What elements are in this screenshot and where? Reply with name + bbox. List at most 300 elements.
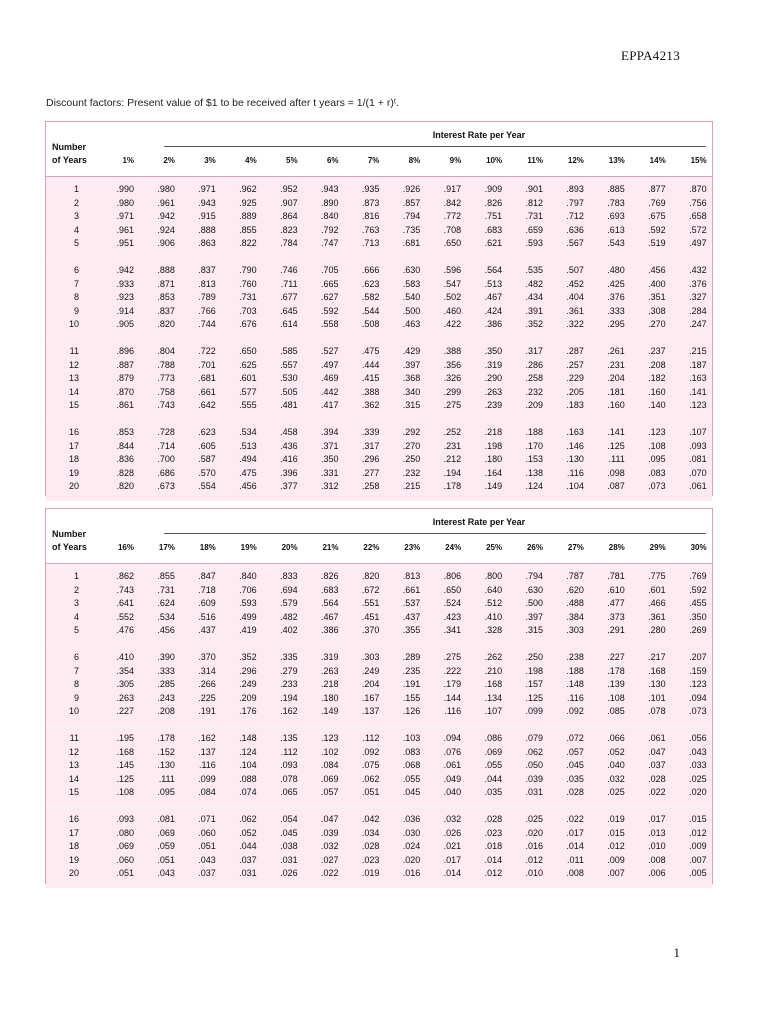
discount-factor-cell: .534 [157,611,175,622]
discount-factor-cell: .926 [402,184,421,194]
discount-factor-cell: .909 [484,184,503,194]
discount-factor-cell: .942 [157,211,175,221]
discount-factor-cell: .893 [566,184,584,194]
discount-factor-cell: .942 [116,265,134,275]
discount-factor-cell: .019 [361,868,380,878]
discount-factor-cell: .384 [566,611,584,622]
discount-factor-cell: .601 [648,584,666,595]
rate-column-header: 3% [204,156,216,165]
discount-factor-cell: .238 [566,652,584,662]
discount-factor-cell: .813 [402,571,421,581]
discount-factor-cell: .167 [361,692,380,703]
year-cell: 2 [73,584,79,595]
table-row [46,400,712,412]
discount-factor-cell: .111 [608,454,625,464]
discount-factor-cell: .266 [198,679,216,689]
discount-factor-cell: .126 [402,706,421,716]
discount-factor-cell: .888 [157,265,175,275]
discount-factor-cell: .141 [607,427,625,437]
discount-factor-cell: .036 [402,814,421,824]
year-cell: 1 [73,571,79,581]
discount-factor-cell: .034 [361,827,380,838]
discount-factor-cell: .149 [320,706,339,716]
discount-factor-cell: .711 [280,278,298,289]
year-cell: 4 [73,224,79,235]
discount-factor-cell: .079 [525,733,543,743]
discount-factor-cell: .069 [320,773,339,784]
discount-factor-cell: .070 [689,467,707,478]
discount-factor-cell: .482 [280,611,298,622]
discount-factor-cell: .075 [361,760,380,770]
discount-factor-cell: .451 [361,611,380,622]
discount-factor-cell: .794 [525,571,543,581]
discount-factor-cell: .853 [116,427,134,437]
discount-factor-cell: .962 [239,184,257,194]
discount-factor-cell: .081 [689,454,707,464]
discount-factor-cell: .028 [566,787,584,797]
year-cell: 14 [68,386,79,397]
discount-factor-cell: .863 [198,238,216,248]
year-cell: 18 [68,454,79,464]
discount-factor-cell: .019 [607,814,625,824]
discount-factor-cell: .107 [484,706,503,716]
discount-factor-cell: .006 [648,868,666,878]
discount-factor-cell: .650 [443,238,462,248]
discount-factor-cell: .508 [361,319,380,329]
discount-factor-cell: .833 [280,571,298,581]
table-row [46,774,712,786]
rate-column-header: 9% [449,156,462,165]
discount-factor-cell: .971 [116,211,134,221]
discount-factor-cell: .535 [525,265,543,275]
discount-factor-cell: .331 [320,467,339,478]
discount-factor-cell: .055 [402,773,421,784]
discount-factor-cell: .229 [566,373,584,383]
discount-factor-cell: .020 [689,787,707,797]
discount-factor-cell: .039 [525,773,543,784]
year-cell: 13 [68,760,79,770]
discount-factor-cell: .009 [689,841,707,851]
rate-column-header: 19% [240,543,257,552]
discount-factor-cell: .247 [689,319,707,329]
discount-factor-cell: .008 [648,854,666,865]
discount-factor-cell: .037 [239,854,257,865]
discount-factor-cell: .148 [566,679,584,689]
table-row [46,373,712,385]
rate-header-row [46,156,712,168]
discount-factor-cell: .179 [443,679,462,689]
discount-factor-cell: .887 [116,359,134,370]
discount-factor-cell: .434 [525,292,543,302]
row-group [46,339,712,420]
discount-factor-cell: .287 [566,346,584,356]
discount-factor-cell: .292 [402,427,421,437]
discount-factor-cell: .145 [116,760,134,770]
table-row [46,652,712,664]
discount-factor-cell: .315 [525,625,543,635]
discount-factor-cell: .072 [566,733,584,743]
discount-factor-cell: .207 [689,652,707,662]
discount-factor-cell: .513 [239,440,257,451]
discount-factor-cell: .155 [402,692,421,703]
discount-factor-cell: .820 [116,481,134,491]
discount-factor-cell: .031 [239,868,257,878]
discount-factor-cell: .017 [443,854,462,865]
discount-factor-cell: .303 [566,625,584,635]
discount-factor-cell: .013 [648,827,666,838]
discount-factor-cell: .317 [361,440,380,451]
discount-factor-cell: .751 [484,211,503,221]
discount-factor-cell: .694 [280,584,298,595]
discount-factor-cell: .672 [361,584,380,595]
discount-factor-cell: .123 [689,679,707,689]
discount-factor-cell: .231 [443,440,462,451]
row-group [46,258,712,339]
rate-header-row [46,543,712,555]
discount-factor-cell: .191 [402,679,421,689]
discount-factor-cell: .837 [157,305,175,316]
discount-factor-cell: .215 [689,346,707,356]
discount-factor-cell: .350 [320,454,339,464]
discount-factor-cell: .675 [648,211,666,221]
discount-factor-cell: .249 [361,665,380,676]
discount-factor-cell: .870 [116,386,134,397]
discount-factor-cell: .083 [648,467,666,478]
table-row [46,666,712,678]
discount-factor-cell: .010 [648,841,666,851]
discount-factor-cell: .500 [402,305,421,316]
discount-factor-cell: .162 [198,733,216,743]
discount-factor-cell: .386 [484,319,503,329]
rate-column-header: 2% [163,156,175,165]
discount-factor-cell: .182 [648,373,666,383]
discount-factor-cell: .326 [443,373,462,383]
discount-factor-cell: .123 [648,427,666,437]
discount-factor-cell: .045 [566,760,584,770]
discount-factor-cell: .456 [239,481,257,491]
discount-factor-cell: .025 [607,787,625,797]
discount-factor-cell: .022 [566,814,584,824]
discount-factor-cell: .499 [239,611,257,622]
discount-factor-cell: .394 [320,427,339,437]
discount-factor-cell: .415 [361,373,380,383]
rate-column-header: 28% [608,543,625,552]
discount-factor-cell: .163 [689,373,707,383]
discount-factor-cell: .794 [402,211,421,221]
discount-factor-cell: .862 [116,571,134,581]
table-header [46,122,712,177]
discount-factor-cell: .658 [689,211,707,221]
discount-factor-cell: .062 [361,773,380,784]
discount-factor-cell: .051 [157,854,175,865]
discount-factor-cell: .157 [525,679,543,689]
rate-column-header: 30% [690,543,707,552]
discount-factor-cell: .857 [402,197,421,208]
year-cell: 4 [73,611,79,622]
discount-factor-cell: .783 [607,197,625,208]
year-cell: 6 [73,265,79,275]
discount-factor-cell: .804 [157,346,175,356]
discount-factor-cell: .178 [443,481,462,491]
year-cell: 3 [73,598,79,608]
discount-factor-cell: .031 [280,854,298,865]
discount-factor-cell: .792 [320,224,339,235]
discount-factor-cell: .361 [566,305,584,316]
row-group [46,564,712,645]
discount-factor-cell: .676 [239,319,257,329]
discount-factor-cell: .194 [443,467,462,478]
discount-factor-cell: .558 [320,319,339,329]
discount-factor-cell: .020 [525,827,543,838]
discount-factor-cell: .178 [607,665,625,676]
discount-factor-cell: .111 [158,773,175,784]
discount-factor-cell: .025 [689,773,707,784]
discount-factor-cell: .572 [689,224,707,235]
discount-factor-cell: .098 [607,467,625,478]
discount-factor-cell: .713 [361,238,380,248]
discount-factor-cell: .718 [198,584,216,595]
discount-factor-cell: .416 [280,454,298,464]
discount-factor-cell: .840 [239,571,257,581]
discount-factor-cell: .218 [320,679,339,689]
discount-factor-cell: .008 [566,868,584,878]
row-group [46,177,712,258]
table-caption: Discount factors: Present value of $1 to be received after t years = 1/(1 + r)ᵗ. [46,97,400,109]
discount-factor-cell: .239 [484,400,503,410]
discount-factor-cell: .410 [116,652,134,662]
discount-factor-cell: .257 [566,359,584,370]
discount-factor-cell: .007 [689,854,707,865]
discount-factor-cell: .816 [361,211,380,221]
discount-factor-cell: .059 [157,841,175,851]
discount-factor-cell: .180 [484,454,503,464]
discount-factor-cell: .769 [648,197,666,208]
year-cell: 8 [73,679,79,689]
discount-factor-cell: .625 [239,359,257,370]
discount-factor-cell: .362 [361,400,380,410]
discount-factor-cell: .350 [484,346,503,356]
discount-factor-cell: .081 [157,814,175,824]
discount-factor-cell: .516 [198,611,216,622]
discount-factor-cell: .218 [484,427,503,437]
discount-factor-cell: .906 [157,238,175,248]
discount-factor-cell: .391 [525,305,543,316]
discount-factor-cell: .527 [320,346,339,356]
discount-factor-cell: .252 [443,427,462,437]
discount-factor-cell: .577 [239,386,257,397]
rate-column-header: 24% [445,543,462,552]
discount-factor-cell: .842 [443,197,462,208]
discount-factor-cell: .703 [239,305,257,316]
discount-factor-cell: .481 [280,400,298,410]
discount-factor-cell: .350 [689,611,707,622]
discount-factor-cell: .373 [607,611,625,622]
discount-factor-cell: .051 [116,868,134,878]
discount-factor-cell: .054 [280,814,298,824]
discount-factor-cell: .237 [648,346,666,356]
discount-factor-cell: .040 [443,787,462,797]
discount-factor-cell: .621 [484,238,503,248]
discount-factor-cell: .784 [280,238,298,248]
discount-factor-cell: .480 [607,265,625,275]
discount-factor-cell: .016 [525,841,543,851]
discount-factor-cell: .437 [402,611,421,622]
discount-factor-cell: .482 [525,278,543,289]
rate-column-header: 12% [567,156,584,165]
rate-column-header: 15% [690,156,707,165]
discount-factor-cell: .763 [361,224,380,235]
rate-column-header: 10% [486,156,503,165]
discount-factor-cell: .170 [525,440,543,451]
discount-factor-cell: .855 [157,571,175,581]
discount-factor-cell: .232 [402,467,421,478]
discount-factor-cell: .534 [239,427,257,437]
discount-factor-cell: .137 [198,746,216,757]
discount-factor-cell: .355 [402,625,421,635]
discount-factor-cell: .935 [361,184,380,194]
discount-factor-cell: .587 [198,454,216,464]
discount-factor-cell: .222 [443,665,462,676]
discount-factor-cell: .583 [402,278,421,289]
discount-factor-cell: .530 [280,373,298,383]
discount-factor-cell: .027 [320,854,339,865]
table-row [46,225,712,237]
discount-factor-cell: .386 [320,625,339,635]
discount-factor-cell: .061 [689,481,707,491]
row-label-heading: of Years [52,542,87,552]
discount-factor-cell: .123 [320,733,339,743]
discount-factor-cell: .519 [648,238,666,248]
discount-factor-cell: .017 [566,827,584,838]
discount-factor-cell: .204 [361,679,380,689]
discount-factor-cell: .016 [402,868,421,878]
discount-factor-cell: .040 [607,760,625,770]
discount-factor-cell: .168 [484,679,503,689]
table-row [46,211,712,223]
discount-factor-cell: .822 [239,238,257,248]
table-row [46,387,712,399]
discount-factor-cell: .630 [525,584,543,595]
discount-factor-cell: .641 [116,598,134,608]
table-row [46,360,712,372]
discount-factor-cell: .681 [198,373,216,383]
discount-factor-cell: .467 [320,611,339,622]
discount-factor-cell: .217 [648,652,666,662]
discount-factor-cell: .368 [402,373,421,383]
discount-factor-cell: .208 [157,706,175,716]
table-row [46,279,712,291]
discount-factor-cell: .790 [239,265,257,275]
discount-factor-cell: .023 [361,854,380,865]
discount-factor-cell: .708 [443,224,462,235]
discount-factor-cell: .069 [484,746,503,757]
discount-factor-cell: .943 [320,184,339,194]
year-cell: 5 [73,625,79,635]
discount-factor-cell: .012 [607,841,625,851]
discount-factor-cell: .497 [320,359,339,370]
discount-factor-cell: .160 [607,400,625,410]
discount-factor-cell: .731 [157,584,175,595]
discount-factor-cell: .466 [648,598,666,608]
discount-factor-cell: .163 [566,427,584,437]
discount-factor-cell: .104 [239,760,257,770]
discount-factor-cell: .280 [648,625,666,635]
discount-factor-cell: .437 [198,625,216,635]
discount-factor-cell: .015 [607,827,625,838]
discount-factor-cell: .327 [689,292,707,302]
discount-factor-cell: .092 [361,746,380,757]
discount-factor-cell: .231 [607,359,625,370]
discount-factor-cell: .116 [444,706,462,716]
discount-factor-cell: .037 [198,868,216,878]
discount-factor-cell: .596 [443,265,462,275]
discount-factor-cell: .488 [566,598,584,608]
row-group [46,645,712,726]
discount-factor-cell: .620 [566,584,584,595]
header-rule [164,533,706,534]
discount-factor-cell: .879 [116,373,134,383]
discount-factor-cell: .614 [280,319,298,329]
discount-factor-cell: .204 [607,373,625,383]
discount-factor-cell: .258 [361,481,380,491]
rate-column-header: 23% [404,543,421,552]
discount-factor-cell: .775 [648,571,666,581]
interest-rate-title: Interest Rate per Year [432,517,526,527]
discount-factor-cell: .135 [280,733,298,743]
discount-factor-cell: .971 [198,184,216,194]
year-cell: 17 [68,827,79,838]
discount-factor-cell: .183 [566,400,584,410]
discount-factor-cell: .543 [607,238,625,248]
discount-factor-cell: .826 [484,197,503,208]
discount-factor-cell: .335 [280,652,298,662]
table-row [46,468,712,480]
discount-factor-cell: .049 [443,773,462,784]
discount-factor-cell: .263 [484,386,503,397]
discount-factor-cell: .052 [607,746,625,757]
discount-factor-cell: .232 [525,386,543,397]
discount-factor-cell: .579 [280,598,298,608]
table-row [46,612,712,624]
discount-factor-cell: .500 [525,598,543,608]
discount-factor-cell: .164 [484,467,503,478]
discount-factor-cell: .035 [566,773,584,784]
discount-factor-cell: .701 [198,359,216,370]
table-row [46,693,712,705]
discount-factor-cell: .990 [116,184,134,194]
year-cell: 5 [73,238,79,248]
discount-factor-cell: .388 [361,386,380,397]
discount-factor-cell: .209 [525,400,543,410]
discount-factor-cell: .130 [157,760,175,770]
discount-factor-cell: .038 [280,841,298,851]
row-group [46,420,712,501]
discount-factor-cell: .043 [157,868,175,878]
discount-factor-cell: .084 [198,787,216,797]
discount-factor-cell: .026 [443,827,462,838]
discount-factor-cell: .227 [607,652,625,662]
table-row [46,427,712,439]
rate-column-header: 29% [649,543,666,552]
rate-column-header: 4% [245,156,257,165]
discount-factor-cell: .376 [607,292,625,302]
discount-factor-cell: .050 [525,760,543,770]
discount-factor-cell: .032 [320,841,339,851]
discount-factor-cell: .312 [320,481,339,491]
discount-factor-cell: .743 [157,400,175,410]
discount-factor-cell: .093 [689,440,707,451]
discount-factor-cell: .800 [484,571,503,581]
